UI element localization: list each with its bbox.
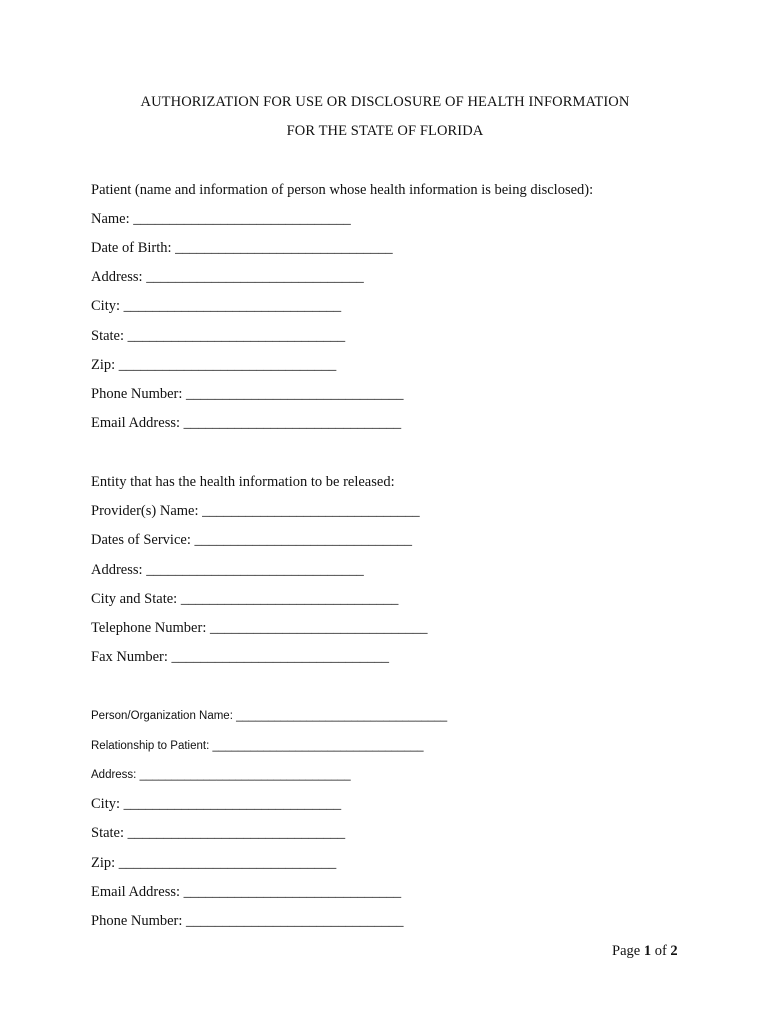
recipient-city-label: City: xyxy=(91,796,124,812)
entity-telephone-blank[interactable]: ______________________________ xyxy=(209,620,428,636)
entity-address-label: Address: xyxy=(91,562,147,578)
patient-address-blank[interactable]: ______________________________ xyxy=(146,269,364,285)
patient-address-label: Address: xyxy=(91,269,147,285)
entity-city-state-field[interactable] xyxy=(91,590,398,608)
patient-state-field[interactable] xyxy=(91,327,345,345)
recipient-city-field[interactable] xyxy=(91,795,341,813)
patient-phone-blank[interactable]: ______________________________ xyxy=(186,386,404,402)
entity-fax-field[interactable] xyxy=(91,648,389,666)
recipient-relationship-field[interactable] xyxy=(91,737,424,755)
page-total: 2 xyxy=(670,943,678,959)
recipient-zip-field[interactable] xyxy=(91,854,336,872)
recipient-org-label: Person/Organization Name: xyxy=(91,710,237,722)
patient-email-field[interactable] xyxy=(91,414,401,432)
patient-dob-blank[interactable]: ______________________________ xyxy=(175,240,393,256)
patient-phone-label: Phone Number: xyxy=(91,386,187,402)
recipient-phone-field[interactable] xyxy=(91,912,404,930)
document-title-line-1: AUTHORIZATION FOR USE OR DISCLOSURE OF HEALTH INFORMATION xyxy=(140,94,630,110)
recipient-email-label: Email Address: xyxy=(91,884,184,900)
patient-zip-blank[interactable]: ______________________________ xyxy=(118,357,337,373)
patient-dob-field[interactable] xyxy=(91,239,393,257)
recipient-org-field[interactable] xyxy=(91,707,447,725)
recipient-email-blank[interactable]: ______________________________ xyxy=(183,884,402,900)
patient-email-blank[interactable]: ______________________________ xyxy=(183,415,402,431)
provider-name-label: Provider(s) Name: xyxy=(91,503,203,519)
recipient-phone-label: Phone Number: xyxy=(91,913,187,929)
recipient-org-blank[interactable]: _________________________________ xyxy=(236,710,448,722)
recipient-relationship-blank[interactable]: _________________________________ xyxy=(212,740,424,752)
patient-state-label: State: xyxy=(91,328,128,344)
entity-address-blank[interactable]: ______________________________ xyxy=(146,562,364,578)
page-number xyxy=(612,943,678,960)
entity-telephone-field[interactable] xyxy=(91,619,427,637)
provider-name-field[interactable] xyxy=(91,502,420,520)
patient-name-label: Name: xyxy=(91,211,134,227)
patient-city-blank[interactable]: ______________________________ xyxy=(123,298,342,314)
patient-zip-label: Zip: xyxy=(91,357,119,373)
patient-city-field[interactable] xyxy=(91,297,341,315)
entity-telephone-label: Telephone Number: xyxy=(91,620,210,636)
recipient-city-blank[interactable]: ______________________________ xyxy=(123,796,342,812)
entity-fax-blank[interactable]: ______________________________ xyxy=(171,649,390,665)
page-current: 1 xyxy=(643,943,652,959)
patient-email-label: Email Address: xyxy=(91,415,184,431)
entity-section-intro: Entity that has the health information to be released: xyxy=(91,474,395,490)
entity-city-state-blank[interactable]: ______________________________ xyxy=(180,591,399,607)
patient-zip-field[interactable] xyxy=(91,356,336,374)
entity-address-field[interactable] xyxy=(91,561,364,579)
entity-fax-label: Fax Number: xyxy=(91,649,172,665)
recipient-zip-blank[interactable]: ______________________________ xyxy=(118,855,337,871)
dates-of-service-label: Dates of Service: xyxy=(91,532,195,548)
patient-dob-label: Date of Birth: xyxy=(91,240,176,256)
recipient-email-field[interactable] xyxy=(91,883,401,901)
page-label: Page xyxy=(612,943,644,959)
patient-name-blank[interactable]: ______________________________ xyxy=(133,211,351,227)
recipient-address-label: Address: xyxy=(91,769,140,781)
recipient-state-blank[interactable]: ______________________________ xyxy=(127,825,346,841)
recipient-state-field[interactable] xyxy=(91,824,345,842)
recipient-address-blank[interactable]: _________________________________ xyxy=(139,769,351,781)
patient-section-intro: Patient (name and information of person whose health information is being disclosed): xyxy=(91,182,594,198)
dates-of-service-field[interactable] xyxy=(91,531,412,549)
recipient-relationship-label: Relationship to Patient: xyxy=(91,740,213,752)
recipient-address-field[interactable] xyxy=(91,766,351,784)
document-title-line-2: FOR THE STATE OF FLORIDA xyxy=(286,123,484,139)
recipient-phone-blank[interactable]: ______________________________ xyxy=(186,913,404,929)
patient-phone-field[interactable] xyxy=(91,385,404,403)
patient-state-blank[interactable]: ______________________________ xyxy=(127,328,346,344)
patient-address-field[interactable] xyxy=(91,268,364,286)
page-of-label: of xyxy=(651,943,671,959)
entity-city-state-label: City and State: xyxy=(91,591,181,607)
patient-name-field[interactable] xyxy=(91,210,351,228)
dates-of-service-blank[interactable]: ______________________________ xyxy=(194,532,412,548)
provider-name-blank[interactable]: ______________________________ xyxy=(202,503,420,519)
patient-city-label: City: xyxy=(91,298,124,314)
recipient-zip-label: Zip: xyxy=(91,855,119,871)
recipient-state-label: State: xyxy=(91,825,128,841)
